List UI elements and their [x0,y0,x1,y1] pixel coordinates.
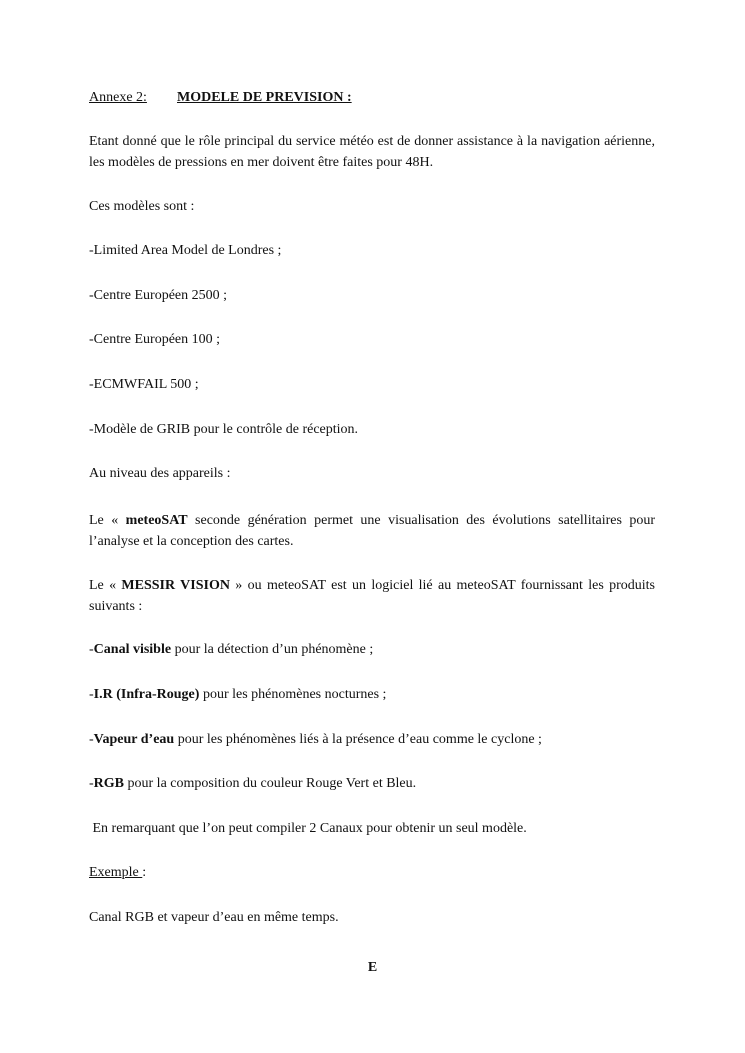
product-dash: - [89,732,94,747]
product-item [89,685,655,705]
model-item: -ECMWFAIL 500 ; [89,377,199,392]
messir-prefix: Le « [89,578,122,593]
product-dash: - [89,642,94,657]
model-item: -Limited Area Model de Londres ; [89,243,282,258]
messir-paragraph [89,575,655,617]
model-item: -Centre Européen 2500 ; [89,288,228,303]
messir-name: MESSIR VISION [121,578,230,593]
meteosat-prefix: Le « [89,513,126,528]
remark-paragraph: En remarquant que l’on peut compiler 2 Canaux pour obtenir un seul modèle. [89,821,527,836]
model-item: -Centre Européen 100 ; [89,332,221,347]
product-description: pour les phénomènes liés à la présence d’eau comme le cyclone ; [174,732,542,747]
messir-text: » ou meteoSAT est un logiciel lié au meteoSAT fournissant les produits suivants : [89,578,655,614]
product-dash: - [89,687,94,702]
meteosat-text: seconde génération permet une visualisation des évolutions satellitaires pour l’analyse et la conception des cartes. [89,513,656,549]
example-text: Canal RGB et vapeur d’eau en même temps. [89,910,339,925]
example-label: Exemple [89,865,143,880]
models-heading: Ces modèles sont : [89,199,195,214]
page-footer: E [367,960,378,975]
product-name: Canal visible [93,642,172,657]
model-item: -Modèle de GRIB pour le contrôle de réception. [89,422,359,437]
product-description: pour la composition du couleur Rouge Vert et Bleu. [124,776,417,791]
product-name: Vapeur d’eau [93,732,175,747]
meteosat-name: meteoSAT [125,513,188,528]
product-item [89,774,655,794]
example-colon: : [142,865,147,880]
section-title: MODELE DE PREVISION : [177,90,352,105]
product-description: pour la détection d’un phénomène ; [171,642,374,657]
intro-paragraph: Etant donné que le rôle principal du service météo est de donner assistance à la navigation aérienne, les modèles de pressions en mer doivent être faites pour 48H. [89,134,655,170]
product-item [89,640,655,660]
example-heading [89,863,655,883]
product-description: pour les phénomènes nocturnes ; [199,687,387,702]
devices-heading: Au niveau des appareils : [89,466,231,481]
product-name: RGB [93,776,125,791]
product-name: I.R (Infra-Rouge) [93,687,200,702]
product-dash: - [89,776,94,791]
meteosat-paragraph [89,510,655,552]
annex-label: Annexe 2: [89,90,147,105]
product-item [89,730,655,750]
